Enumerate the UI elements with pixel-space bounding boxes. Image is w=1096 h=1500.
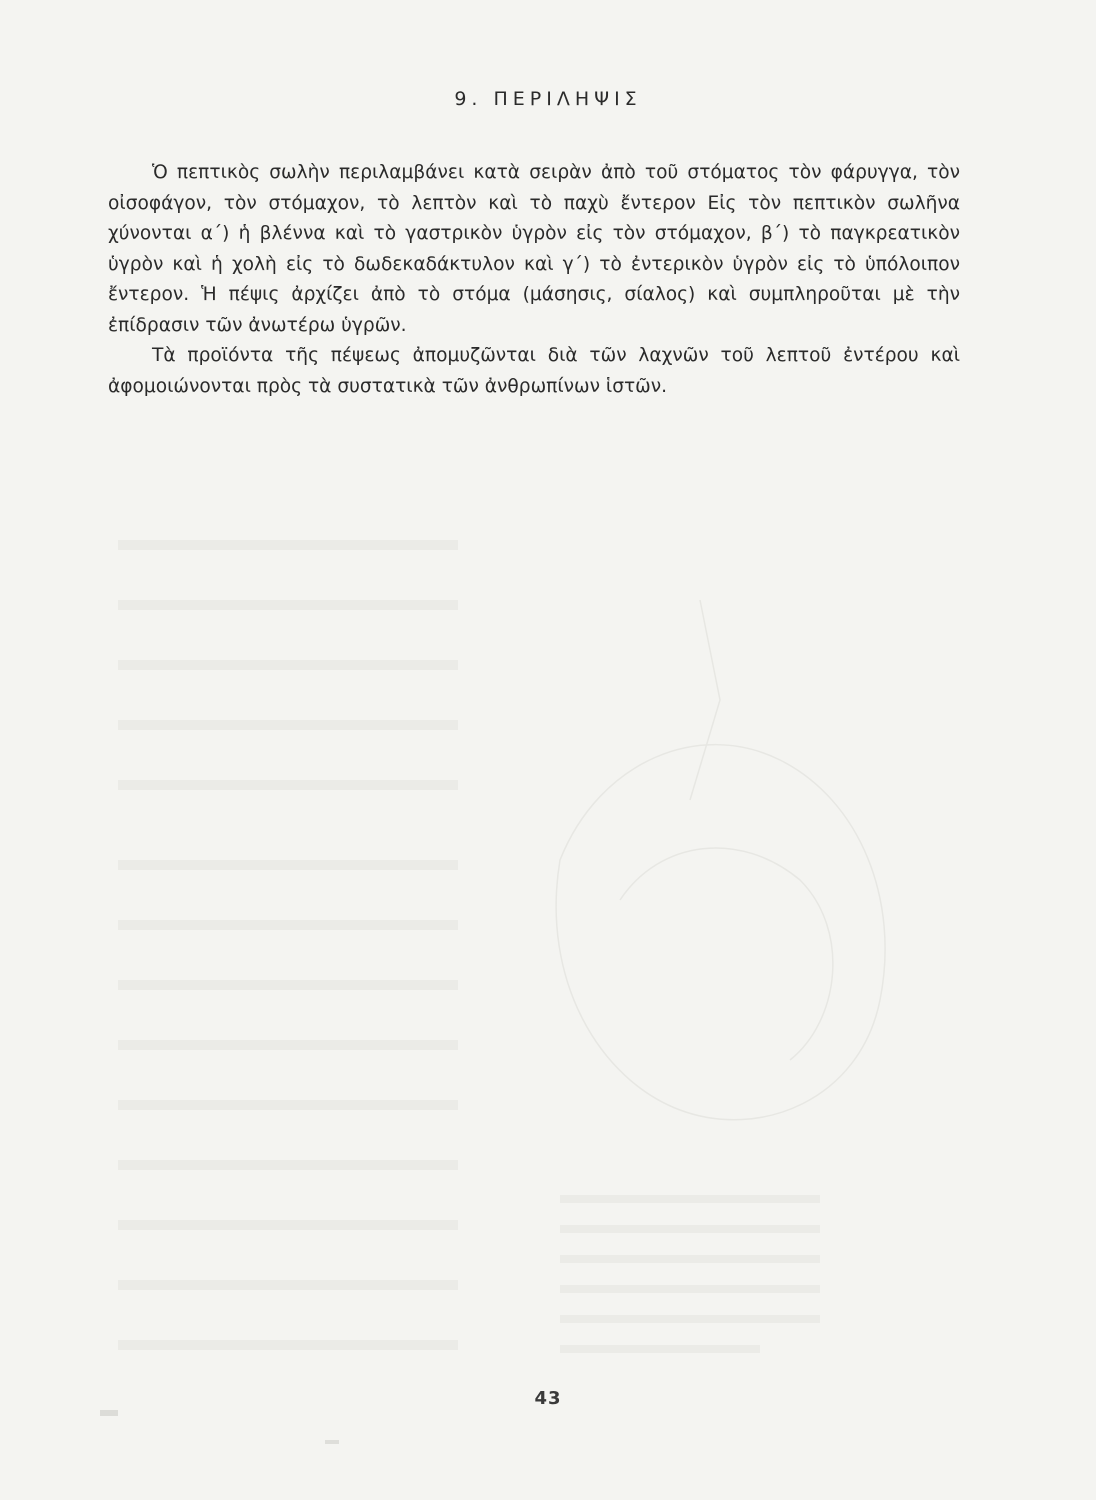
section-heading: 9. ΠΕΡΙΛΗΨΙΣ <box>454 88 642 110</box>
page-number: 43 <box>534 1388 562 1409</box>
summary-text <box>108 158 960 402</box>
paragraph-digestive-tract: Ὁ πεπτικὸς σωλὴν περιλαμβάνει κατὰ σειρὰν ἀπὸ τοῦ στόματος τὸν φάρυγγα, τὸν οἰσοφάγον, τὸν στόμαχον, τὸ λεπτὸν καὶ τὸ παχὺ ἔντερον Εἰς τὸν πεπτικὸν σωλῆνα χύνονται α΄) ἡ βλέννα καὶ τὸ γαστρικὸν ὑγρὸν εἰς τὸν στόμαχον, β΄) τὸ παγκρεατικὸν ὑγρὸν καὶ ἡ χολὴ εἰς τὸ δωδεκαδάκτυλον καὶ γ΄) τὸ ἐντερικὸν ὑγρὸν εἰς τὸ ὑπόλοιπον ἔντερον. Ἡ πέψις ἀρχίζει ἀπὸ τὸ στόμα (μάσησις, σίαλος) καὶ συμπληροῦται μὲ τὴν ἐπίδρασιν τῶν ἀνωτέρω ὑγρῶν. <box>108 162 960 336</box>
paragraph-absorption: Τὰ προϊόντα τῆς πέψεως ἀπομυζῶνται διὰ τῶν λαχνῶν τοῦ λεπτοῦ ἐντέρου καὶ ἀφομοιώνονται πρὸς τὰ συστατικὰ τῶν ἀνθρωπίνων ἱστῶν. <box>108 345 960 397</box>
